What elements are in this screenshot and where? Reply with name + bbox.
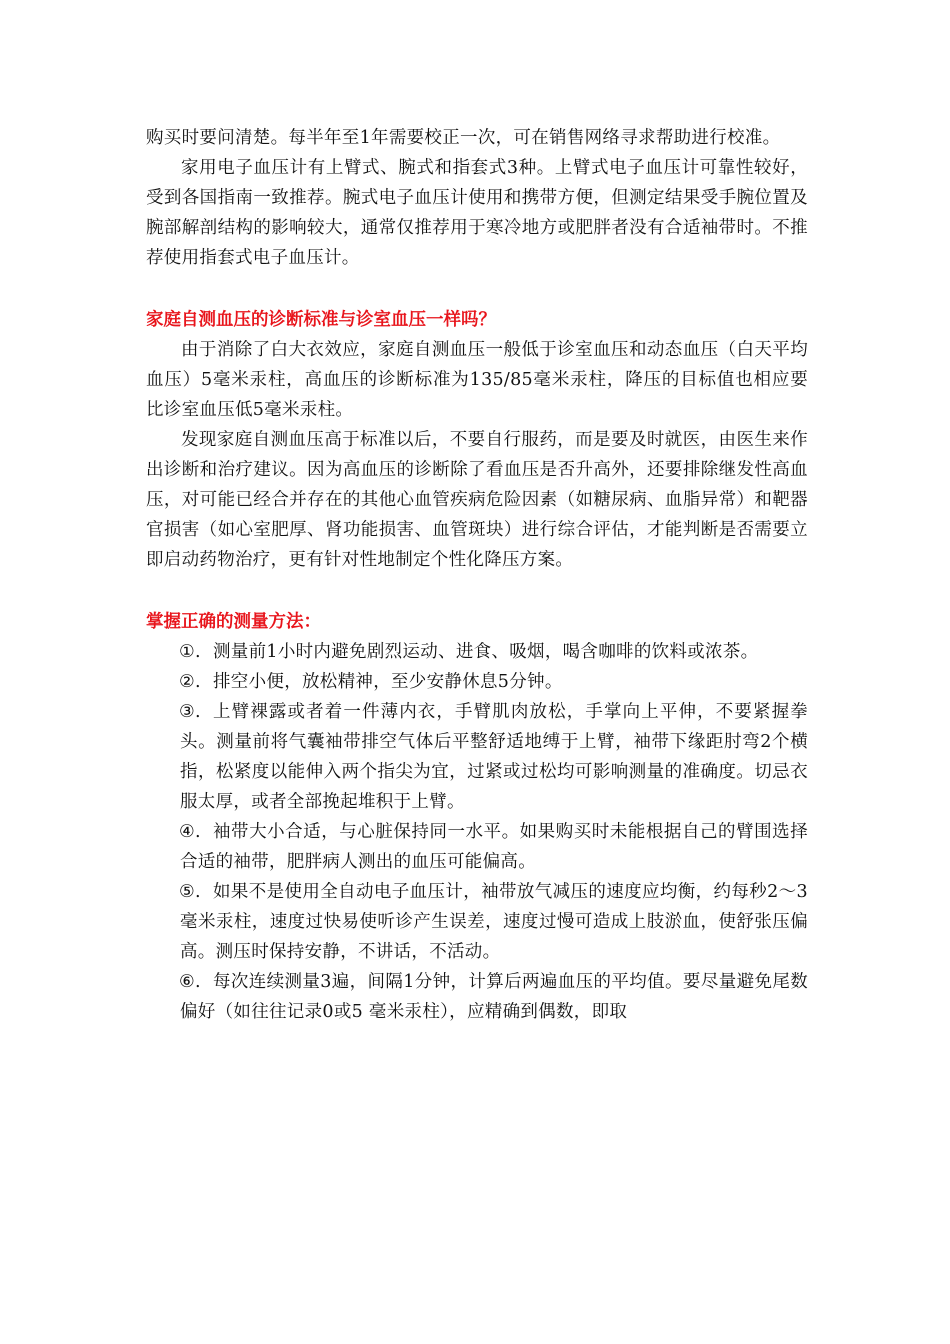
document-body <box>146 123 808 1027</box>
paragraph-white-coat-effect: 由于消除了白大衣效应，家庭自测血压一般低于诊室血压和动态血压（白天平均血压）5毫米汞柱，高血压的诊断标准为135/85毫米汞柱，降压的目标值也相应要比诊室血压低5毫米汞柱。 <box>146 340 808 420</box>
step-text: 上臂裸露或者着一件薄内衣，手臂肌肉放松，手掌向上平伸，不要紧握拳头。测量前将气囊袖带排空气体后平整舒适地缚于上臂，袖带下缘距肘弯2个横指，松紧度以能伸入两个指尖为宜，过紧或过松均可影响测量的准确度。切忌衣服太厚，或者全部挽起堆积于上臂。 <box>180 702 808 812</box>
list-item <box>146 667 808 697</box>
section-heading-diagnosis-standard: 家庭自测血压的诊断标准与诊室血压一样吗？ <box>146 310 496 330</box>
step-marker: ①. <box>179 642 201 662</box>
step-marker: ③. <box>179 702 201 722</box>
list-item <box>146 697 808 817</box>
paragraph-seek-medical-advice: 发现家庭自测血压高于标准以后，不要自行服药，而是要及时就医，由医生来作出诊断和治疗建议。因为高血压的诊断除了看血压是否升高外，还要排除继发性高血压，对可能已经合并存在的其他心血管疾病危险因素（如糖尿病、血脂异常）和靶器官损害（如心室肥厚、肾功能损害、血管斑块）进行综合评估，才能判断是否需要立即启动药物治疗，更有针对性地制定个性化降压方案。 <box>146 430 808 570</box>
list-item <box>146 967 808 1027</box>
step-marker: ⑥. <box>179 972 201 992</box>
section-gap <box>146 273 808 305</box>
list-item <box>146 637 808 667</box>
measurement-steps-list <box>146 637 808 1027</box>
step-text: 测量前1小时内避免剧烈运动、进食、吸烟，喝含咖啡的饮料或浓茶。 <box>213 642 759 662</box>
section-gap <box>146 575 808 607</box>
step-text: 如果不是使用全自动电子血压计，袖带放气减压的速度应均衡，约每秒2～3 毫米汞柱，速度过快易使听诊产生误差，速度过慢可造成上肢淤血，使舒张压偏高。测压时保持安静，不讲话，不活动。 <box>180 882 808 962</box>
step-marker: ⑤. <box>179 882 201 902</box>
list-item <box>146 817 808 877</box>
step-text: 排空小便，放松精神，至少安静休息5分钟。 <box>213 672 563 692</box>
paragraph-device-types: 家用电子血压计有上臂式、腕式和指套式3种。上臂式电子血压计可靠性较好，受到各国指南一致推荐。腕式电子血压计使用和携带方便，但测定结果受手腕位置及腕部解剖结构的影响较大，通常仅推荐用于寒冷地方或肥胖者没有合适袖带时。不推荐使用指套式电子血压计。 <box>146 158 808 268</box>
section-heading-measurement-method: 掌握正确的测量方法： <box>146 612 321 632</box>
step-text: 每次连续测量3遍，间隔1分钟，计算后两遍血压的平均值。要尽量避免尾数偏好（如往往记录0或5 毫米汞柱），应精确到偶数，即取 <box>180 972 808 1022</box>
list-item <box>146 877 808 967</box>
step-marker: ④. <box>179 822 201 842</box>
step-text: 袖带大小合适，与心脏保持同一水平。如果购买时未能根据自己的臂围选择合适的袖带，肥胖病人测出的血压可能偏高。 <box>180 822 808 872</box>
paragraph-calibration: 购买时要问清楚。每半年至1年需要校正一次，可在销售网络寻求帮助进行校准。 <box>146 128 781 148</box>
step-marker: ②. <box>179 672 201 692</box>
